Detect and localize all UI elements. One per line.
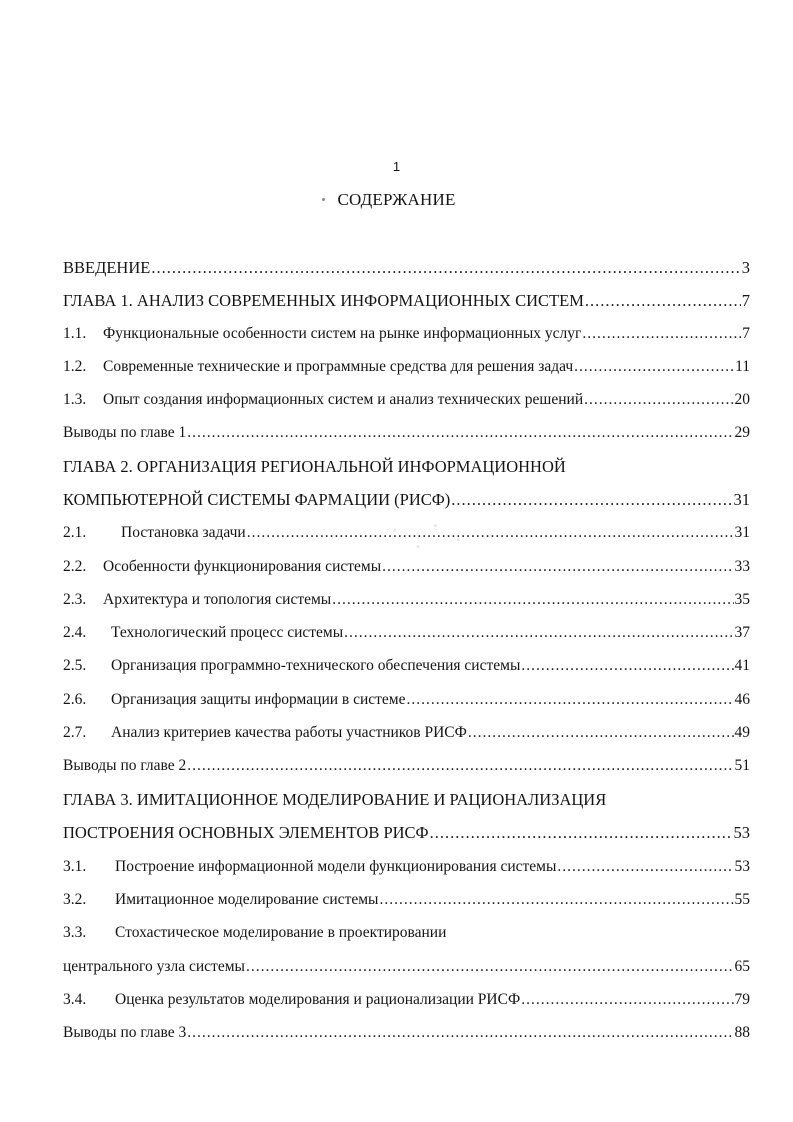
toc-entry-page: 49 xyxy=(734,724,750,741)
toc-entry-title: Особенности функционирования системы xyxy=(103,558,382,575)
toc-entry-title: Анализ критериев качества работы участников РИСФ xyxy=(111,724,467,741)
toc-entry-page: 51 xyxy=(734,757,750,774)
toc-entry xyxy=(63,955,750,979)
toc-entry-page: 29 xyxy=(734,424,750,441)
toc-entry xyxy=(63,1021,750,1045)
toc-entry-title: ВВЕДЕНИЕ xyxy=(63,258,151,277)
toc-entry-title: Постановка задачи xyxy=(121,524,246,541)
dot-leader xyxy=(574,355,734,379)
toc-entry-title: Организация защиты информации в системе xyxy=(111,691,406,708)
toc-entry xyxy=(63,721,750,745)
toc-entry-title: Современные технические и программные средства для решения задач xyxy=(103,358,574,375)
toc-entry-page: 3 xyxy=(741,258,750,277)
toc-entry-title: ГЛАВА 2. ОРГАНИЗАЦИЯ РЕГИОНАЛЬНОЙ ИНФОРМАЦИОННОЙ xyxy=(63,457,566,476)
dot-leader xyxy=(521,988,733,1012)
toc-entry xyxy=(63,421,750,445)
toc-entry-title: Выводы по главе 3 xyxy=(63,1024,187,1041)
toc-entry-title: Оценка результатов моделирования и рационализации РИСФ xyxy=(115,991,521,1008)
dot-leader xyxy=(557,855,733,879)
dot-leader xyxy=(151,256,740,280)
dot-leader xyxy=(344,621,733,645)
toc-entry-number: 2.3. xyxy=(63,591,87,608)
toc-entry-title: ГЛАВА 1. АНАЛИЗ СОВРЕМЕННЫХ ИНФОРМАЦИОННЫХ СИСТЕМ xyxy=(63,291,584,310)
toc-entry-number: 3.4. xyxy=(63,991,87,1008)
toc-entry xyxy=(63,688,750,712)
toc-entry-title: Построение информационной модели функционирования системы xyxy=(115,858,557,875)
toc-entry-page: 41 xyxy=(734,657,750,674)
toc-entry-number: 3.3. xyxy=(63,924,87,941)
toc-entry xyxy=(63,821,750,845)
toc-entry-number: 1.1. xyxy=(63,325,87,342)
toc-entry-title: ГЛАВА 3. ИМИТАЦИОННОЕ МОДЕЛИРОВАНИЕ И РАЦИОНАЛИЗАЦИЯ xyxy=(63,790,607,809)
toc-entry-number: 2.4. xyxy=(63,624,87,641)
toc-entry-page: 53 xyxy=(733,823,750,842)
toc-entry-title: КОМПЬЮТЕРНОЙ СИСТЕМЫ ФАРМАЦИИ (РИСФ) xyxy=(63,490,451,509)
toc-entry xyxy=(63,289,750,313)
toc-entry xyxy=(63,855,750,879)
toc-entry xyxy=(63,888,750,912)
dot-leader xyxy=(379,888,733,912)
toc-entry-page: 35 xyxy=(734,591,750,608)
toc-entry-page: 55 xyxy=(734,891,750,908)
toc-entry-page: 46 xyxy=(734,691,750,708)
toc-entry xyxy=(63,488,750,512)
toc-entry-number: 3.2. xyxy=(63,891,87,908)
toc-entry xyxy=(63,988,750,1012)
dot-leader xyxy=(584,388,733,412)
toc-entry-title: Опыт создания информационных систем и анализ технических решений xyxy=(103,391,584,408)
toc-entry-page: 7 xyxy=(741,291,750,310)
toc-entry xyxy=(63,788,750,812)
toc-entry-title: Выводы по главе 2 xyxy=(63,757,187,774)
toc-entry-page: 31 xyxy=(734,524,750,541)
toc-entry-page: 65 xyxy=(734,958,750,975)
toc-entry-page: 20 xyxy=(734,391,750,408)
toc-entry-page: 7 xyxy=(742,325,750,342)
dot-leader xyxy=(582,322,741,346)
dot-leader xyxy=(247,521,734,545)
toc-entry-number: 1.2. xyxy=(63,358,87,375)
dot-leader xyxy=(468,721,734,745)
toc-entry-page: 53 xyxy=(734,858,750,875)
toc-entry-title: Архитектура и топология системы xyxy=(103,591,332,608)
toc-entry-number: 3.1. xyxy=(63,858,87,875)
toc-entry xyxy=(63,555,750,579)
toc-entry-title: Выводы по главе 1 xyxy=(63,424,187,441)
toc-entry-title: Имитационное моделирование системы xyxy=(115,891,379,908)
toc-entry-number: 2.5. xyxy=(63,657,87,674)
dot-leader xyxy=(187,1021,733,1045)
toc-entry-title: Стохастическое моделирование в проектировании xyxy=(115,924,447,941)
dot-leader xyxy=(521,654,733,678)
dot-leader xyxy=(332,588,733,612)
dot-leader xyxy=(382,555,733,579)
toc-entry-number: 2.1. xyxy=(63,524,87,541)
dot-leader xyxy=(451,488,732,512)
page-number: 1 xyxy=(392,159,401,174)
dot-leader xyxy=(430,821,733,845)
dot-leader xyxy=(187,754,733,778)
toc-entry xyxy=(63,654,750,678)
toc-entry-title: Функциональные особенности систем на рынке информационных услуг xyxy=(103,325,582,342)
toc-entry-title: Технологический процесс системы xyxy=(111,624,344,641)
dot-leader xyxy=(407,688,734,712)
toc-entry-page: 79 xyxy=(734,991,750,1008)
toc-entry-page: 88 xyxy=(734,1024,750,1041)
page-title: СОДЕРЖАНИЕ xyxy=(337,190,456,209)
toc-entry-number: 2.7. xyxy=(63,724,87,741)
dot-leader xyxy=(246,955,734,979)
toc-entry-page: 33 xyxy=(734,558,750,575)
toc-entry-number: 1.3. xyxy=(63,391,87,408)
toc-entry-number: 2.6. xyxy=(63,691,87,708)
toc-entry xyxy=(63,588,750,612)
toc-entry xyxy=(63,921,750,945)
toc-entry-title: ПОСТРОЕНИЯ ОСНОВНЫХ ЭЛЕМЕНТОВ РИСФ xyxy=(63,823,429,842)
toc-entry xyxy=(63,355,750,379)
toc-entry-title: Организация программно-технического обеспечения системы xyxy=(111,657,521,674)
toc-entry xyxy=(63,256,750,280)
toc-entry xyxy=(63,388,750,412)
toc-entry xyxy=(63,322,750,346)
toc-entry-number: 2.2. xyxy=(63,558,87,575)
toc-entry xyxy=(63,754,750,778)
dot-leader xyxy=(585,289,741,313)
toc-entry xyxy=(63,521,750,545)
toc-entry-title: центрального узла системы xyxy=(63,958,245,975)
toc-entry-page: 31 xyxy=(733,490,750,509)
toc-entry-page: 37 xyxy=(734,624,750,641)
toc-entry-page: 11 xyxy=(735,358,750,375)
toc-entry xyxy=(63,621,750,645)
toc-entry xyxy=(63,455,750,479)
dot-leader xyxy=(187,421,733,445)
